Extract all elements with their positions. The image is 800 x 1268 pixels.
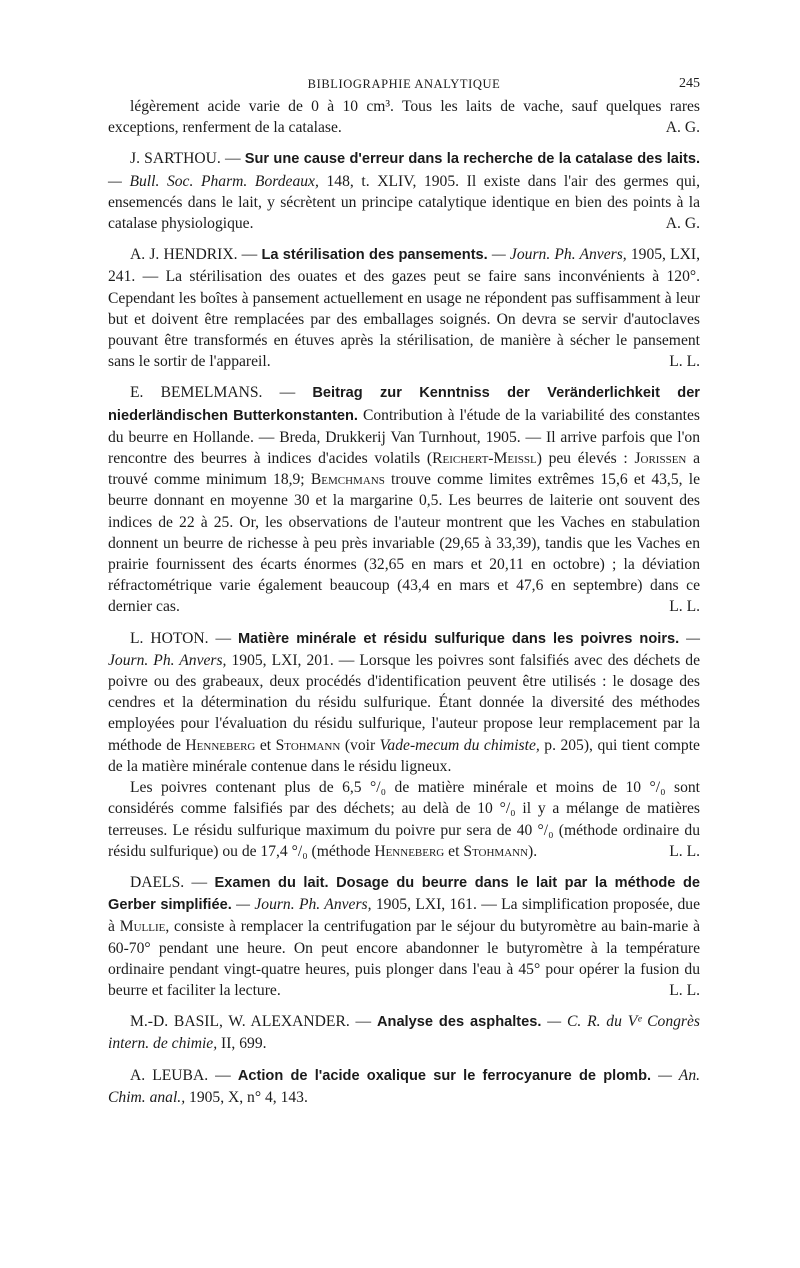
entry-text: 1905, LXI, 201. — Lorsque les poivres sont falsifiés avec des déchets de poivre ou des grabeaux, deux procédés d'identification peuvent être utilisés : le dosage des cendres et la détermination du résidu sulfurique. Étant donnée la diversité des méthodes employées pour l'évaluation du résidu sulfurique, l'auteur propose leur remplacement par la méthode de bbox=[108, 651, 700, 754]
entry-hoton bbox=[108, 628, 700, 862]
entry-text: II, 699. bbox=[221, 1035, 267, 1053]
entry-text: et bbox=[448, 842, 460, 860]
entry-title: Beitrag zur Kenntniss der Veränderlichkeit der niederländischen Butterkonstanten. bbox=[108, 385, 700, 424]
entry-signature: A. G. bbox=[665, 119, 700, 137]
entry-text: (voir bbox=[344, 736, 376, 754]
entry-daels bbox=[108, 872, 700, 1001]
entry-text: 148, t. XLIV, 1905. Il existe dans l'air des germes qui, ensemencés dans le lait, y sécrètent un principe catalytique identique en bien des points à la catalase physiologique. bbox=[108, 172, 700, 233]
entry-title: Examen du lait. Dosage du beurre dans le lait par la méthode de Gerber simplifiée. bbox=[108, 874, 701, 914]
entry-text: Contribution à l'étude de la variabilité des constantes du beurre en Hollande. — Breda, Drukkerij Van Turnhout, 1905. — Il arrive parfois que l'on rencontre des beurres à indices d'acides volatils ( bbox=[108, 406, 700, 468]
entry-text: Les poivres contenant plus de 6,5 °/₀ de matière minérale et moins de 10 °/₀ sont considérés comme falsifiés par des déchets; au delà de 10 °/₀ il y a mélange de matières terreuses. Le résidu sulfurique maximum du poivre pur sera de 40 °/₀ (méthode ordinaire du résidu sulfurique) ou de 17,4 °/₀ (méthode bbox=[108, 779, 700, 860]
entry-source: — C. R. du Vᵉ Congrès intern. de chimie, bbox=[108, 1013, 700, 1053]
entry-source: — Journ. Ph. Anvers, bbox=[108, 629, 700, 669]
entry-text: et bbox=[259, 736, 272, 754]
entry-title: Sur une cause d'erreur dans la recherche de la catalase des laits. bbox=[244, 151, 700, 168]
entry-leuba bbox=[108, 1065, 700, 1108]
entry-title: Analyse des asphaltes. bbox=[376, 1014, 542, 1031]
entry-signature: L. L. bbox=[669, 981, 700, 999]
entry-title: La stérilisation des pansements. bbox=[261, 247, 488, 264]
entry-author: J. SARTHOU. — bbox=[130, 150, 241, 168]
entry-sarthou bbox=[108, 148, 700, 234]
cited-name: Mullie bbox=[119, 918, 166, 936]
entry-catalase-continuation bbox=[108, 96, 700, 138]
entry-text: 1905, LXI, 161. — La simplification proposée, due à bbox=[108, 896, 701, 936]
entry-title: Action de l'acide oxalique sur le ferrocyanure de plomb. bbox=[237, 1067, 652, 1084]
entry-text: , consiste à remplacer la centrifugation par le séjour du butyromètre au bain-marie à 60-70° pendant une heure. On peut encore abandonner le butyromètre à la température ordinaire pendant vingt-quatre heures, puis plonger dans l'eau à 45° pour opérer la fusion du beurre et faciliter la lecture. bbox=[108, 918, 700, 999]
cited-book: Vade-mecum du chimiste, bbox=[379, 736, 540, 754]
entry-text: a trouvé comme minimum 18,9; bbox=[108, 450, 700, 489]
entry-author: A. J. HENDRIX. — bbox=[130, 246, 258, 264]
cited-name: Jorissen bbox=[634, 450, 687, 468]
entry-text: p. 205), qui tient compte de la matière minérale contenue dans le résidu ligneux. bbox=[108, 736, 700, 775]
entry-text: légèrement acide varie de 0 à 10 cm³. Tous les laits de vache, sauf quelques rares exceptions, renferment de la catalase. bbox=[108, 98, 700, 137]
entry-signature: L. L. bbox=[669, 598, 700, 616]
cited-name: Henneberg bbox=[374, 842, 445, 860]
entry-source: — Journ. Ph. Anvers, bbox=[491, 246, 627, 264]
entry-signature: A. G. bbox=[665, 215, 700, 233]
entry-title: Matière minérale et résidu sulfurique dans les poivres noirs. bbox=[238, 630, 680, 647]
entry-source: — Journ. Ph. Anvers, bbox=[236, 896, 372, 914]
entry-hendrix bbox=[108, 244, 700, 372]
entry-signature: L. L. bbox=[669, 842, 700, 860]
entry-text: ) peu élevés : bbox=[536, 450, 628, 468]
cited-name: Henneberg bbox=[185, 736, 256, 754]
entry-author: A. LEUBA. — bbox=[130, 1066, 231, 1084]
running-header bbox=[108, 70, 700, 96]
entry-source: — Bull. Soc. Pharm. Bordeaux, bbox=[108, 172, 319, 190]
entry-text: trouve comme limites extrêmes 15,6 et 43,5, le beurre donnant en moyenne 30 et la margarine 0,5. Les beurres de laiterie ont souvent des indices de 22 à 25. Or, les observations de l'auteur montrent que les Vaches en stabulation donnent un beurre de richesse à peu près invariable (29,65 à 33,39), tandis que les Vaches en prairie fournissent des écarts énormes (32,65 en mars et 20,11 en octobre) ; la déviation réfractométrique varie également beaucoup (43,4 en mars et 47,6 en septembre) dans ce dernier cas. bbox=[108, 471, 700, 616]
cited-name: Bemchmans bbox=[310, 471, 385, 489]
page-number: 245 bbox=[679, 76, 700, 91]
entry-text: ). bbox=[528, 842, 538, 860]
entry-signature: L. L. bbox=[669, 353, 700, 371]
document-page bbox=[108, 70, 700, 1118]
entry-author: M.-D. BASIL, W. ALEXANDER. — bbox=[130, 1013, 372, 1031]
running-title: BIBLIOGRAPHIE ANALYTIQUE bbox=[307, 77, 501, 91]
cited-name: Reichert-Meissl bbox=[432, 450, 537, 468]
entry-bemelmans bbox=[108, 382, 700, 617]
entry-source: — An. Chim. anal., bbox=[108, 1066, 701, 1106]
entry-author: E. BEMELMANS. — bbox=[130, 384, 296, 402]
entry-basil-alexander bbox=[108, 1011, 700, 1054]
entry-text: 1905, LXI, 241. — La stérilisation des ouates et des gazes peut se faire sans inconvénients à 120°. Cependant les boîtes à pansement actuellement en usage ne répondent pas suffisamment à leur but et doivent être remplacées par des emballages soignés. On devra se servir d'autoclaves pouvant être transformés en étuves après la stérilisation, de manière à sécher le pansement sans le sortir de l'appareil. bbox=[108, 246, 700, 371]
cited-name: Stohmann bbox=[275, 736, 341, 754]
cited-name: Stohmann bbox=[463, 842, 529, 860]
entry-author: L. HOTON. — bbox=[130, 629, 232, 647]
entry-text: 1905, X, n° 4, 143. bbox=[189, 1088, 308, 1106]
entry-author: DAELS. — bbox=[130, 873, 208, 891]
